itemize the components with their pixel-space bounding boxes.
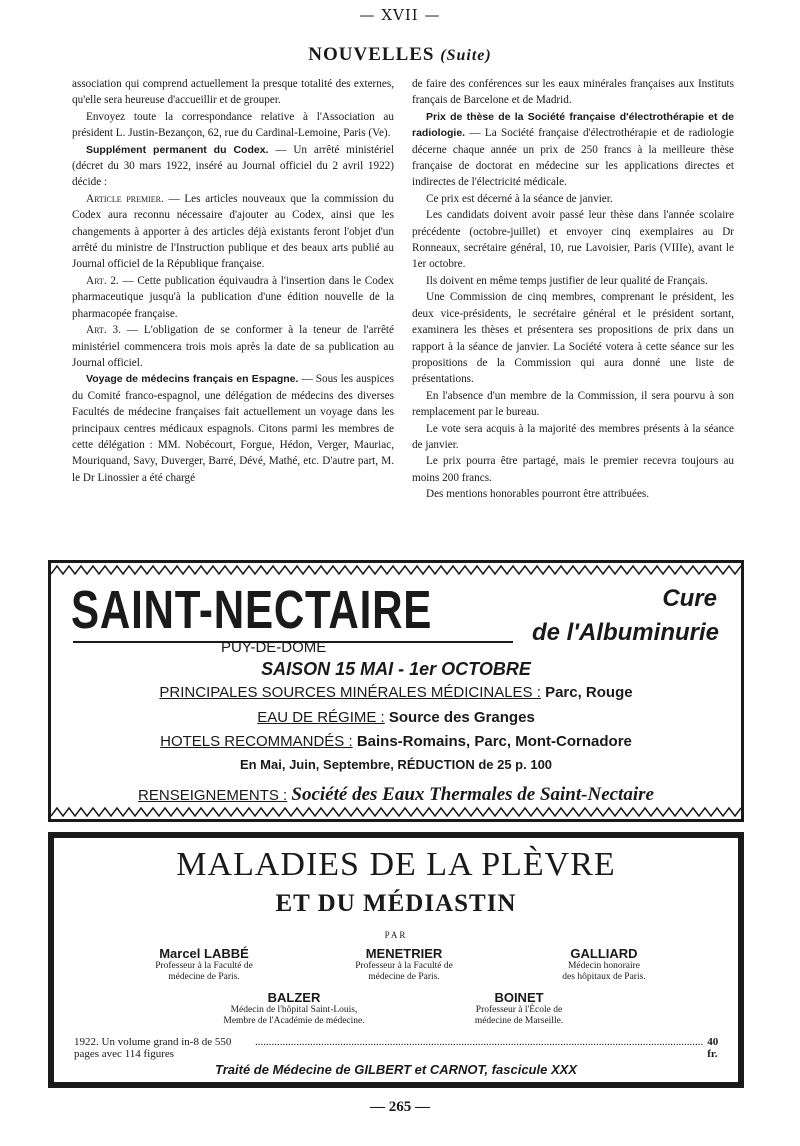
paragraph xyxy=(412,486,734,502)
paragraph xyxy=(72,191,394,273)
paragraph xyxy=(72,371,394,486)
paragraph-text: de faire des conférences sur les eaux minérales françaises aux Instituts français de Barcelone et de Madrid. xyxy=(412,78,734,107)
section-title-suite: (Suite) xyxy=(440,47,492,64)
paragraph xyxy=(412,109,734,191)
section-title-text: NOUVELLES xyxy=(308,44,435,65)
treatise-reference: Traité de Médecine de GILBERT et CARNOT, fascicule XXX xyxy=(215,1062,577,1077)
paragraph xyxy=(412,191,734,207)
paragraph xyxy=(412,76,734,109)
paragraph-text: Une Commission de cinq membres, comprenant le président, les deux vice-présidents, le secrétaire général et le président sortant, examinera les thèses et présentera ses propositions de prix dans un rapport à la séance de janvier. La Société votera à cette séance sur les propositions de la Commission qui aura donné une liste de présentations. xyxy=(412,291,734,386)
reduction-months: En Mai, Juin, Septembre, RÉDUCTION de 25 p. 100 xyxy=(239,757,553,772)
paragraph-heading: Voyage de médecins français en Espagne. xyxy=(86,373,299,386)
regime-water xyxy=(51,709,741,726)
rens-value: Société des Eaux Thermales de Saint-Nectaire xyxy=(291,784,654,805)
author-role: Professeur à la Faculté de xyxy=(155,961,253,971)
author-role: Professeur à l'École de xyxy=(475,1005,563,1015)
author-name: BALZER xyxy=(267,990,321,1005)
paragraph-text: Le vote sera acquis à la majorité des membres présents à la séance de janvier. xyxy=(412,422,734,451)
paragraph xyxy=(72,142,394,191)
hotels-value: Bains-Romains, Parc, Mont-Cornadore xyxy=(356,733,632,750)
zigzag-border-bottom xyxy=(51,807,741,817)
article-label: Art. 2. xyxy=(86,274,119,287)
author-role: médecine de Paris. xyxy=(368,972,440,982)
author-menetrier xyxy=(324,946,484,983)
paragraph-text: Envoyez toute la correspondance relative à l'Association au président L. Justin-Bezançon, 62, rue du Cardinal-Lemoine, Paris (Ve). xyxy=(72,110,394,140)
paragraph xyxy=(412,388,734,421)
paragraph-text: — Les articles nouveaux que la commission du Codex aura reconnu nécessaire d'ajouter au Codex, ainsi que les changements à apporter à des articles déjà existants feront l'objet d'un arrêté du ministre de l'Instruction publique et des beaux arts publié au Journal officiel de la République française. xyxy=(72,192,394,271)
right-column xyxy=(412,76,734,503)
rens-label: RENSEIGNEMENTS : xyxy=(138,787,288,804)
page-roman-numeral: — XVII — xyxy=(359,6,441,24)
section-title xyxy=(0,44,800,66)
paragraph xyxy=(412,207,734,273)
regime-value: Source des Granges xyxy=(388,709,535,726)
region-label: PUY-DE-DOME xyxy=(221,639,327,656)
author-name: MENETRIER xyxy=(365,946,443,961)
page-number: — 265 — xyxy=(370,1099,430,1115)
mineral-sources xyxy=(51,684,741,701)
volume-price: 40 fr. xyxy=(707,1036,719,1060)
paragraph xyxy=(412,273,734,289)
regime-label: EAU DE RÉGIME : xyxy=(257,709,385,726)
information-line xyxy=(51,784,741,806)
article-label: Article premier. xyxy=(86,192,164,205)
paragraph-text: Les candidats doivent avoir passé leur thèse dans l'année scolaire précédente (octobre-juillet) et envoyer cinq exemplaires au Dr Ronneaux, secrétaire général, 10, rue Lavoisier, Paris (VIIIe), avant le 1er octobre. xyxy=(412,209,734,271)
plevre-book-advertisement xyxy=(48,832,744,1088)
paragraph-text: association qui comprend actuellement la presque totalité des externes, qu'elle sera heureuse d'accueillir et de grouper. xyxy=(72,78,394,107)
book-title-line2: ET DU MÉDIASTIN xyxy=(275,890,517,917)
author-role: médecine de Marseille. xyxy=(474,1016,564,1026)
paragraph-text: — L'obligation de se conformer à la teneur de l'arrêté ministériel commencera trois mois après la date de sa publication au Journal officiel. xyxy=(72,324,394,369)
cure-label: Cure xyxy=(662,585,717,612)
sources-label: PRINCIPALES SOURCES MINÉRALES MÉDICINALES : xyxy=(159,684,541,701)
par-label: PAR xyxy=(384,930,408,940)
dot-leader: ................................................................................................................................................................... xyxy=(255,1036,704,1048)
zigzag-border-top xyxy=(51,565,741,575)
volume-description: 1922. Un volume grand in-8 de 550 pages avec 114 figures xyxy=(74,1036,232,1060)
albuminurie-label: de l'Albuminurie xyxy=(531,619,719,646)
recommended-hotels xyxy=(51,733,741,750)
paragraph-text: — La Société française d'électrothérapie et de radiologie décerne chaque année un prix de 250 francs à la meilleure thèse française de doctorat en médecine sur les applications directes et indirectes de l'électricité médicale. xyxy=(412,127,734,189)
author-role: Membre de l'Académie de médecine. xyxy=(223,1016,365,1026)
paragraph-heading: Prix de thèse de la Société française d'électrothérapie et de radiologie. xyxy=(412,110,734,140)
sources-value: Parc, Rouge xyxy=(545,684,633,701)
paragraph-text: Ils doivent en même temps justifier de leur qualité de Français. xyxy=(426,274,708,287)
paragraph xyxy=(72,273,394,322)
paragraph-text: — Un arrêté ministériel (décret du 30 mars 1922, inséré au Journal officiel du 2 avril 1922) décide : xyxy=(72,143,394,189)
left-column xyxy=(72,76,394,486)
author-name: Marcel LABBÉ xyxy=(159,946,249,961)
paragraph xyxy=(72,109,394,142)
author-boinet xyxy=(434,990,604,1027)
author-role: Médecin honoraire xyxy=(567,961,640,971)
volume-info xyxy=(74,1036,724,1060)
paragraph xyxy=(412,421,734,454)
paragraph xyxy=(412,289,734,387)
author-role: Professeur à la Faculté de xyxy=(355,961,453,971)
author-galliard xyxy=(524,946,684,983)
paragraph-text: Le prix pourra être partagé, mais le premier recevra toujours au moins 200 francs. xyxy=(412,455,734,484)
paragraph-text: Des mentions honorables pourront être attribuées. xyxy=(426,488,650,501)
author-role: médecine de Paris. xyxy=(168,972,240,982)
author-labbe xyxy=(124,946,284,983)
author-role: des hôpitaux de Paris. xyxy=(562,972,646,982)
author-name: BOINET xyxy=(494,990,544,1005)
author-role: Médecin de l'hôpital Saint-Louis, xyxy=(230,1005,358,1015)
paragraph-text: — Cette publication équivaudra à l'insertion dans le Codex pharmaceutique jusqu'à la publication d'une édition nouvelle de la pharmacopée française. xyxy=(72,274,395,320)
author-balzer xyxy=(204,990,384,1027)
paragraph xyxy=(72,76,394,109)
paragraph-text: Ce prix est décerné à la séance de janvier. xyxy=(426,192,613,205)
hotels-label: HOTELS RECOMMANDÉS : xyxy=(160,733,353,750)
author-name: GALLIARD xyxy=(570,946,638,961)
book-title-line1: MALADIES DE LA PLÈVRE xyxy=(176,846,616,883)
paragraph-text: En l'absence d'un membre de la Commission, il sera pourvu à son remplacement par le bureau. xyxy=(412,389,734,419)
paragraph xyxy=(72,322,394,371)
saint-nectaire-advertisement xyxy=(48,560,744,822)
paragraph-heading: Supplément permanent du Codex. xyxy=(86,143,269,156)
paragraph xyxy=(412,453,734,486)
season-dates: SAISON 15 MAI - 1er OCTOBRE xyxy=(261,659,531,679)
article-label: Art. 3. xyxy=(86,324,121,337)
brand-name: SAINT-NECTAIRE xyxy=(71,580,433,640)
paragraph-text: — Sous les auspices du Comité franco-espagnol, une délégation de médecins des diverses Facultés de médecine françaises fait actuellement un voyage dans les principaux centres médicaux espagnols. Citons parmi les membres de cette délégation : MM. Nobécourt, Forgue, Hédon, Verger, Mauriac, Mouriquand, Savy, Duverger, Barré, Dévé, Mathé, etc. D'autre part, M. le Dr Linossier a été chargé xyxy=(72,373,395,484)
